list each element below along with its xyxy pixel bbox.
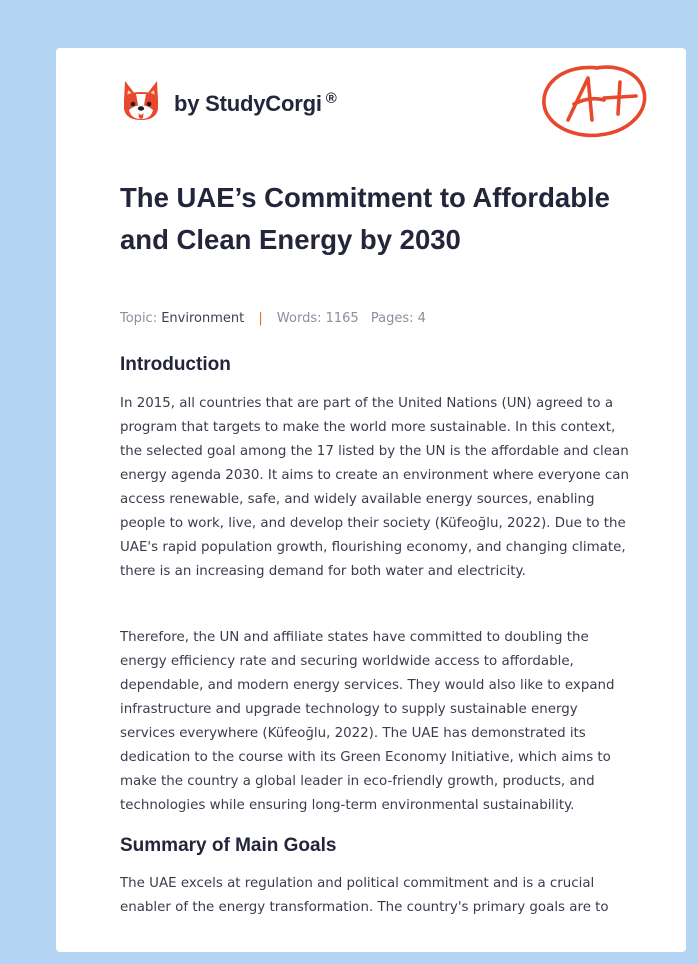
essay-page [56,48,686,952]
paragraph: In 2015, all countries that are part of the United Nations (UN) agreed to a program that targets to make the world more sustainable. In this context, the selected goal among the 17 listed by the UN is the affordable and clean energy agenda 2030. It aims to create an environment where everyone can access renewable, safe, and widely available energy sources, enabling people to work, live, and develop their society (Küfeoğlu, 2022). Due to the UAE's rapid population growth, flourishing economy, and changing climate, there is an increasing demand for both water and electricity. [120,396,629,579]
brand-name: by StudyCorgi [174,91,322,116]
paragraph: Therefore, the UN and affiliate states have committed to doubling the energy efficiency rate and securing worldwide access to affordable, dependable, and modern energy services. They would also like to expand infrastructure and upgrade technology to supply sustainable energy services everywhere (Küfeoğlu, 2022). The UAE has demonstrated its dedication to the course with its Green Economy Initiative, which aims to make the country a global leader in eco-friendly growth, products, and technologies while ensuring long-term environmental sustainability. [120,630,615,813]
essay-title: The UAE’s Commitment to Affordable and Clean Energy by 2030 [120,182,610,255]
registered-mark: ® [325,90,337,107]
brand[interactable] [120,76,337,126]
section-heading-main-goals: Summary of Main Goals [120,835,337,856]
page-count: Pages: 4 [370,311,426,326]
section-heading-introduction: Introduction [120,354,231,375]
corgi-logo-icon [120,78,162,124]
word-count: Words: 1165 [276,311,359,326]
topic-label: Topic: [120,311,158,326]
grade-a-plus-icon [538,60,648,140]
essay-meta [120,311,426,326]
meta-separator: | [258,311,263,326]
paragraph: The UAE excels at regulation and political commitment and is a crucial enabler of the energy transformation. The country's primary goals are to [120,876,609,915]
topic-link[interactable]: Environment [161,311,245,326]
